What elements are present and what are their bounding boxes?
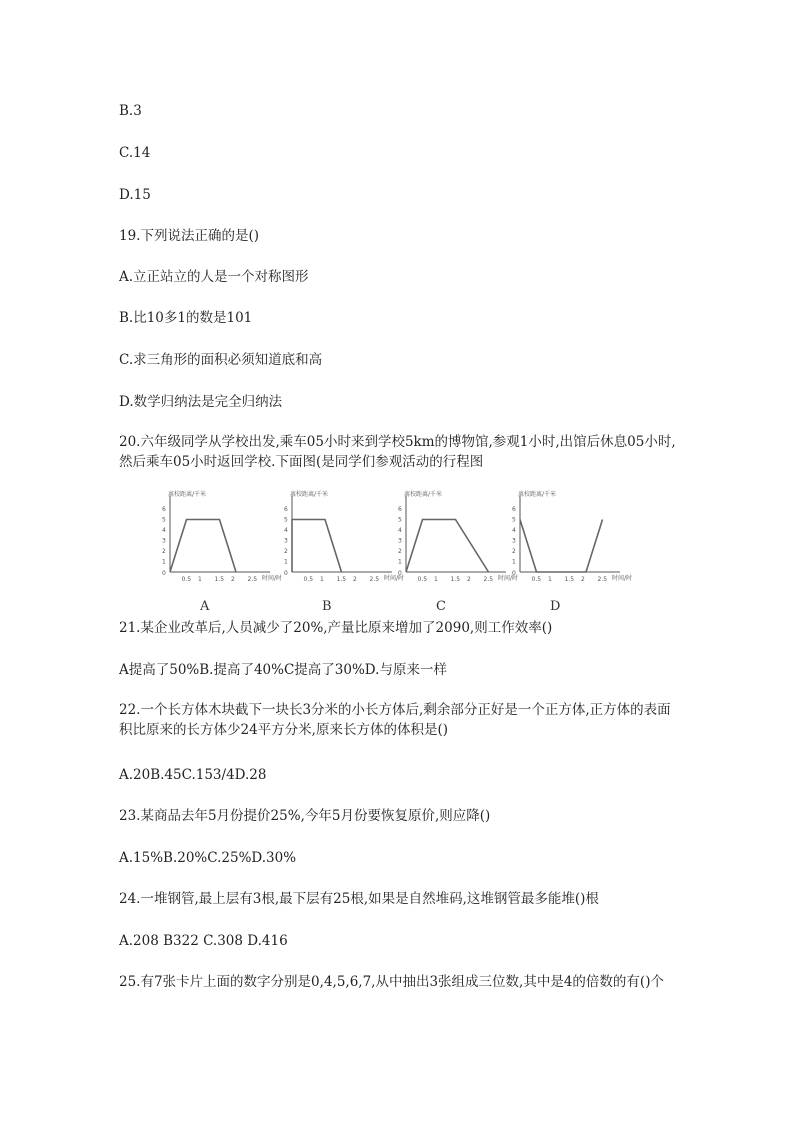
question-19: 19.下列说法正确的是() <box>119 228 260 244</box>
y-tick-label: 5 <box>398 516 402 524</box>
x-tick-label: 2.5 <box>597 576 608 583</box>
x-axis-label: 时间/时 <box>612 575 633 582</box>
graph-c-svg <box>386 488 519 616</box>
graph-d <box>500 488 633 616</box>
option-a-19: A.立正站立的人是一个对称图形 <box>119 269 309 285</box>
option-b-18: B.3 <box>119 103 142 119</box>
origin-label: 0 <box>512 570 516 577</box>
x-tick-label: 1 <box>198 576 202 583</box>
y-axis-label: 离校距离/千米 <box>168 491 207 498</box>
x-tick-label: 1.5 <box>564 576 575 583</box>
graph-option-label: C <box>436 599 446 614</box>
y-tick-label: 4 <box>398 527 402 534</box>
graph-b-svg <box>272 488 405 616</box>
x-tick-label: 1.5 <box>336 576 347 583</box>
option-c-19: C.求三角形的面积必须知道底和高 <box>119 352 323 368</box>
options-22: A.20B.45C.153/4D.28 <box>119 767 267 783</box>
y-tick-label: 3 <box>512 537 516 545</box>
y-tick-label: 2 <box>512 548 516 555</box>
y-tick-label: 4 <box>512 527 516 534</box>
x-tick-label: 2 <box>353 576 357 583</box>
x-tick-label: 0.5 <box>181 576 192 583</box>
graph-option-label: B <box>322 599 332 614</box>
option-b-19: B.比10多1的数是101 <box>119 310 253 326</box>
x-axis-label: 时间/时 <box>498 575 519 582</box>
x-tick-label: 2 <box>581 576 585 583</box>
x-tick-label: 2 <box>467 576 471 583</box>
y-tick-label: 1 <box>398 558 402 566</box>
question-20: 20.六年级同学从学校出发,乘车05小时来到学校5km的博物馆,参观1小时,出馆后休息05小时,然后乘车05小时返回学校.下面图(是同学们参观活动的行程图 <box>119 434 676 470</box>
graph-d-svg <box>500 488 633 616</box>
x-tick-label: 2.5 <box>247 576 258 583</box>
y-tick-label: 6 <box>284 506 288 513</box>
y-tick-label: 1 <box>512 558 516 566</box>
travel-line <box>170 520 236 573</box>
x-tick-label: 2.5 <box>369 576 380 583</box>
origin-label: 0 <box>398 570 402 577</box>
y-tick-label: 3 <box>162 537 166 545</box>
question-21: 21.某企业改革后,人员减少了20%,产量比原来增加了2090,则工作效率() <box>119 620 553 636</box>
option-d-18: D.15 <box>119 187 151 203</box>
option-c-18: C.14 <box>119 145 151 161</box>
y-tick-label: 4 <box>284 527 288 534</box>
graph-a <box>150 488 283 616</box>
options-21: A提高了50%B.提高了40%C提高了30%D.与原来一样 <box>119 662 447 678</box>
y-tick-label: 5 <box>284 516 288 524</box>
x-tick-label: 0.5 <box>417 576 428 583</box>
x-tick-label: 0.5 <box>531 576 542 583</box>
y-axis-label: 离校距离/千米 <box>404 491 443 498</box>
x-axis-label: 时间/时 <box>384 575 405 582</box>
travel-line <box>520 520 603 573</box>
question-24: 24.一堆钢管,最上层有3根,最下层有25根,如果是自然堆码,这堆钢管最多能堆()根 <box>119 891 599 907</box>
graph-c <box>386 488 519 616</box>
travel-line <box>292 520 342 573</box>
graph-option-label: D <box>550 599 561 614</box>
x-tick-label: 2.5 <box>483 576 494 583</box>
y-tick-label: 4 <box>162 527 166 534</box>
question-25: 25.有7张卡片上面的数字分别是0,4,5,6,7,从中抽出3张组成三位数,其中是4的倍数的有()个 <box>119 974 664 990</box>
y-tick-label: 3 <box>398 537 402 545</box>
y-tick-label: 6 <box>512 506 516 513</box>
graph-option-label: A <box>200 599 210 614</box>
x-tick-label: 1 <box>548 576 552 583</box>
y-tick-label: 6 <box>398 506 402 513</box>
y-tick-label: 3 <box>284 537 288 545</box>
x-tick-label: 1 <box>434 576 438 583</box>
travel-line <box>406 520 489 573</box>
x-tick-label: 1 <box>320 576 324 583</box>
x-tick-label: 0.5 <box>303 576 314 583</box>
y-tick-label: 5 <box>512 516 516 524</box>
x-tick-label: 1.5 <box>450 576 461 583</box>
option-d-19: D.数学归纳法是完全归纳法 <box>119 394 283 410</box>
y-tick-label: 1 <box>284 558 288 566</box>
x-tick-label: 2 <box>231 576 235 583</box>
y-tick-label: 2 <box>398 548 402 555</box>
origin-label: 0 <box>162 570 166 577</box>
y-tick-label: 6 <box>162 506 166 513</box>
options-24: A.208 B322 C.308 D.416 <box>119 933 288 949</box>
x-tick-label: 1.5 <box>214 576 225 583</box>
x-axis-label: 时间/时 <box>262 575 283 582</box>
graph-b <box>272 488 405 616</box>
question-22: 22.一个长方体木块截下一块长3分米的小长方体后,剩余部分正好是一个正方体,正方体的表面积比原来的长方体少24平方分米,原来长方体的体积是() <box>119 702 671 738</box>
y-tick-label: 2 <box>284 548 288 555</box>
graph-a-svg <box>150 488 283 616</box>
y-tick-label: 2 <box>162 548 166 555</box>
options-23: A.15%B.20%C.25%D.30% <box>119 850 297 866</box>
origin-label: 0 <box>284 570 288 577</box>
y-axis-label: 离校距离/千米 <box>518 491 557 498</box>
y-axis-label: 离校距离/千米 <box>290 491 329 498</box>
question-23: 23.某商品去年5月份提价25%,今年5月份要恢复原价,则应降() <box>119 808 491 824</box>
y-tick-label: 5 <box>162 516 166 524</box>
y-tick-label: 1 <box>162 558 166 566</box>
